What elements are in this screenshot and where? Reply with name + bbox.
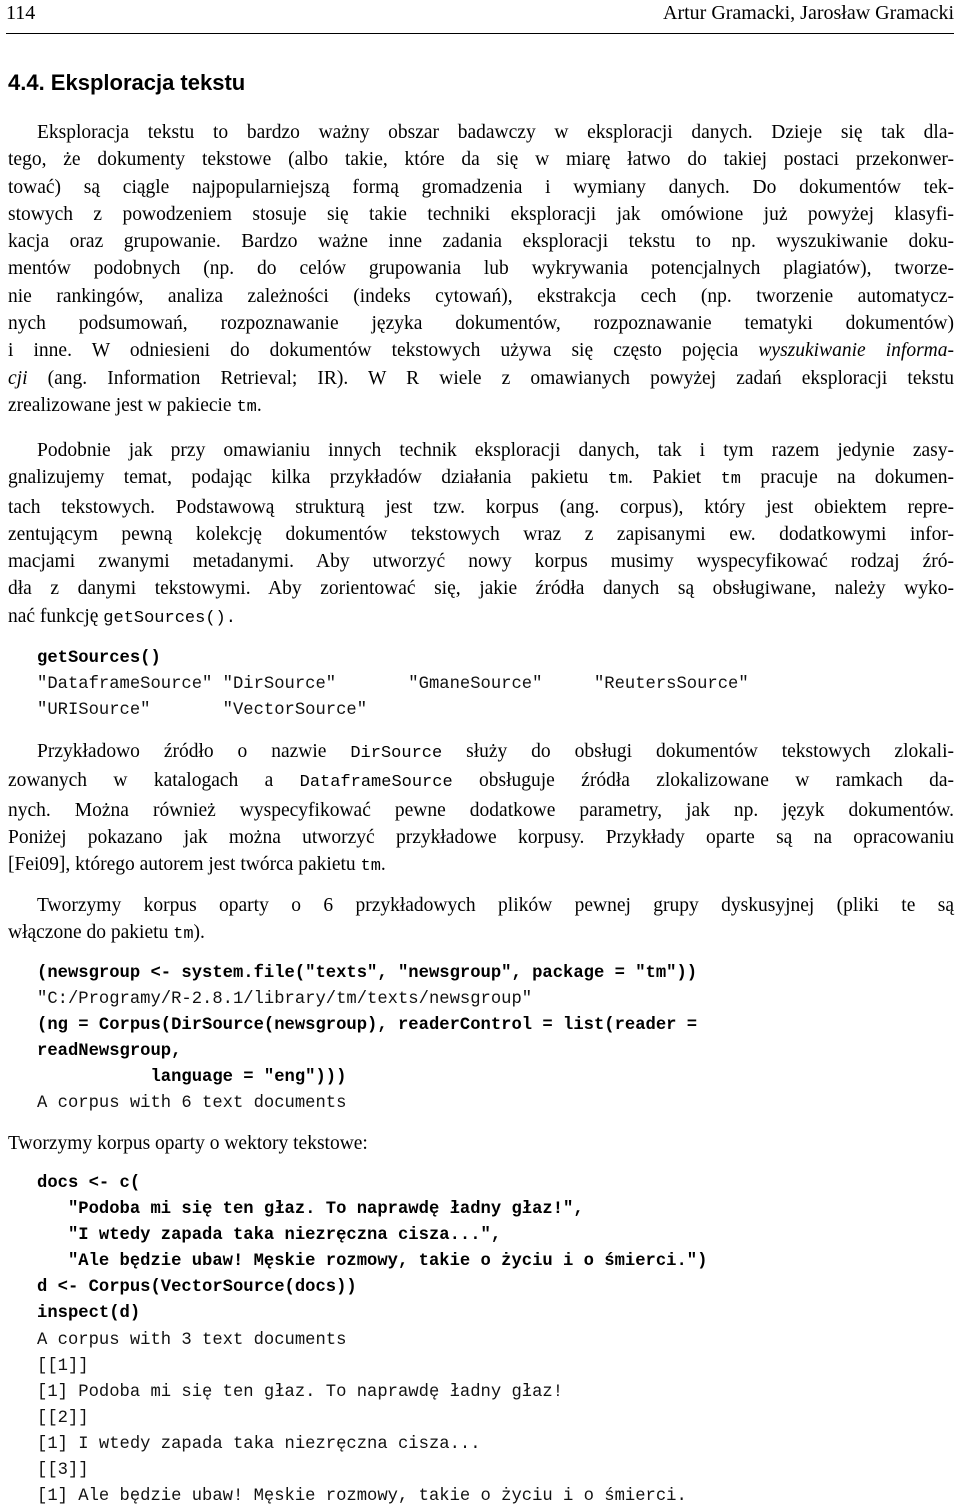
code-command: (ng = Corpus(DirSource(newsgroup), readerControl = list(reader = — [37, 1016, 698, 1036]
paragraph-intro — [8, 119, 954, 421]
paragraph-vectors — [8, 1130, 954, 1157]
paragraph-corpus — [8, 437, 954, 632]
text-line: nych podsumowań, rozpoznawanie języka dokumentów, rozpoznawanie tematyki dokumentów) — [8, 313, 954, 335]
text-line: Tworzymy korpus oparty o wektory tekstowe: — [8, 1133, 368, 1154]
section-title: 4.4. Eksploracja tekstu — [8, 70, 246, 95]
text-line — [8, 603, 954, 632]
text-line: Eksploracja tekstu to bardzo ważny obszar badawczy w eksploracji danych. Dzieje się tak dla- — [37, 122, 954, 143]
text-run: zrealizowane jest w pakiecie — [8, 394, 237, 416]
code-output: "C:/Programy/R-2.8.1/library/tm/texts/newsgroup" — [37, 990, 533, 1010]
code-command: inspect(d) — [37, 1304, 141, 1324]
text-line: kacja oraz grupowanie. Bardzo ważne inne zadania eksploracji tekstu to np. wyszukiwanie doku- — [8, 231, 954, 253]
code-command: getSources() — [37, 649, 161, 668]
text-run: [Fei09], którego autorem jest twórca pakietu — [8, 854, 361, 876]
text-line — [8, 738, 954, 767]
header-rule — [6, 33, 954, 34]
text-run: (ang. Information Retrieval; IR). W R wiele z omawianych powyżej zadań eksploracji tekstu — [27, 367, 954, 389]
inline-code: DataframeSource — [299, 773, 453, 793]
text-run: służy do obsługi dokumentów tekstowych zlokali- — [442, 741, 954, 762]
text-run: Przykładowo źródło o nazwie — [37, 741, 351, 762]
text-line: macjami zwanymi metadanymi. Aby utworzyć nowy korpus musimy wyspecyfikować rodzaj źró- — [8, 551, 954, 573]
term-italic: cji — [8, 367, 28, 389]
code-output: [1] Ale będzie ubaw! Męskie rozmowy, takie o życiu i o śmierci. — [37, 1487, 687, 1507]
text-line: Tworzymy korpus oparty o 6 przykładowych plików pewnej grupy dyskusyjnej (pliki te są — [37, 895, 954, 916]
page-number: 114 — [6, 2, 36, 24]
code-block-getsources — [37, 646, 749, 724]
code-command: language = "eng"))) — [37, 1068, 347, 1088]
text-line — [8, 392, 954, 421]
text-run: nać funkcję — [8, 605, 104, 627]
term-italic: wyszukiwanie informa- — [758, 340, 955, 362]
inline-code: tm — [173, 925, 194, 945]
code-block-newsgroup — [37, 961, 697, 1118]
code-command: d <- Corpus(VectorSource(docs)) — [37, 1278, 357, 1298]
inline-code: tm — [720, 470, 741, 490]
page-header — [6, 2, 954, 30]
text-run: . — [256, 394, 262, 416]
text-line — [8, 464, 954, 493]
paragraph-newsgroup — [8, 892, 954, 949]
text-line: tować) są ciągle najpopularniejszą formą gromadzenia i wymiany danych. Do dokumentów tek- — [8, 176, 954, 198]
text-run: i inne. W odniesieni do dokumentów tekstowych używa się często pojęcia — [8, 340, 759, 362]
code-output: [1] I wtedy zapada taka niezręczna cisza... — [37, 1434, 481, 1454]
text-line: Podobnie jak przy omawianiu innych technik eksploracji danych, tak i tym razem jedynie zasy- — [37, 440, 954, 461]
code-output: "URISource" "VectorSource" — [37, 701, 368, 721]
code-block-vectorsource — [37, 1171, 707, 1510]
text-run: włączone do pakietu — [8, 922, 174, 944]
code-output: [1] Podoba mi się ten głaz. To naprawdę ładny głaz! — [37, 1382, 564, 1402]
code-output: A corpus with 6 text documents — [37, 1094, 347, 1114]
text-line — [8, 919, 954, 948]
inline-code: tm — [236, 397, 257, 417]
text-line: stowych z powodzeniem stosuje się takie techniki eksploracji jak omówione już powyżej klasyfi- — [8, 203, 954, 225]
text-run: zowanych w katalogach a — [8, 770, 300, 792]
code-command: (newsgroup <- system.file("texts", "newsgroup", package = "tm")) — [37, 964, 698, 983]
code-output: [[1]] — [37, 1356, 89, 1376]
text-line: tego, że dokumenty tekstowe (albo takie, które da się w miarę łatwo do takiej postaci przekonwer- — [8, 149, 954, 171]
text-run: . Pakiet — [628, 467, 721, 489]
code-command: "Podoba mi się ten głaz. To naprawdę ładny głaz!", — [37, 1200, 584, 1220]
text-run: pracuje na dokumen- — [740, 467, 954, 489]
text-line: nie rankingów, analiza zależności (indeks cytowań), ekstrakcja cech (np. tworzenie automatycz- — [8, 285, 954, 307]
code-command: "I wtedy zapada taka niezręczna cisza...", — [37, 1226, 502, 1246]
code-command: readNewsgroup, — [37, 1042, 182, 1062]
text-line: Poniżej pokazano jak można utworzyć przykładowe korpusy. Przykłady oparte są na opracowaniu — [8, 826, 954, 848]
text-line: nych. Można również wyspecyfikować pewne dodatkowe parametry, jak np. język dokumentów. — [8, 799, 954, 821]
text-line — [8, 767, 954, 796]
text-line: dła z danymi tekstowymi. Aby zorientować się, jakie źródła danych są obsługiwane, należy wyko- — [8, 578, 954, 600]
inline-code: tm — [360, 857, 381, 877]
text-line — [8, 365, 954, 392]
inline-code: DirSource — [350, 744, 443, 763]
text-run: obsługuje źródła zlokalizowane w ramkach da- — [452, 770, 954, 792]
text-line — [8, 337, 954, 364]
text-run: ). — [193, 922, 205, 944]
paragraph-sources — [8, 738, 954, 880]
text-line — [8, 851, 954, 880]
inline-code: getSources(). — [103, 608, 236, 628]
code-command: docs <- c( — [37, 1174, 141, 1193]
inline-code: tm — [607, 470, 629, 490]
text-run: . — [380, 854, 386, 876]
running-header-authors: Artur Gramacki, Jarosław Gramacki — [663, 2, 954, 24]
code-output: "DataframeSource" "DirSource" "GmaneSource" "ReutersSource" — [37, 675, 749, 695]
code-output: [[3]] — [37, 1461, 89, 1481]
text-line: tach tekstowych. Podstawową strukturą jest tzw. korpus (ang. corpus), który jest obiektem repre- — [8, 496, 954, 518]
text-line: mentów podobnych (np. do celów grupowania lub wykrywania potencjalnych plagiatów), tworze- — [8, 258, 954, 280]
text-line: zentującym pewną kolekcję dokumentów tekstowych wraz z zapisanymi ew. dodatkowymi infor- — [8, 523, 954, 545]
code-output: A corpus with 3 text documents — [37, 1330, 347, 1350]
code-command: "Ale będzie ubaw! Męskie rozmowy, takie o życiu i o śmierci.") — [37, 1252, 708, 1272]
text-run: gnalizujemy temat, podając kilka przykładów działania pakietu — [8, 467, 608, 489]
code-output: [[2]] — [37, 1408, 89, 1428]
